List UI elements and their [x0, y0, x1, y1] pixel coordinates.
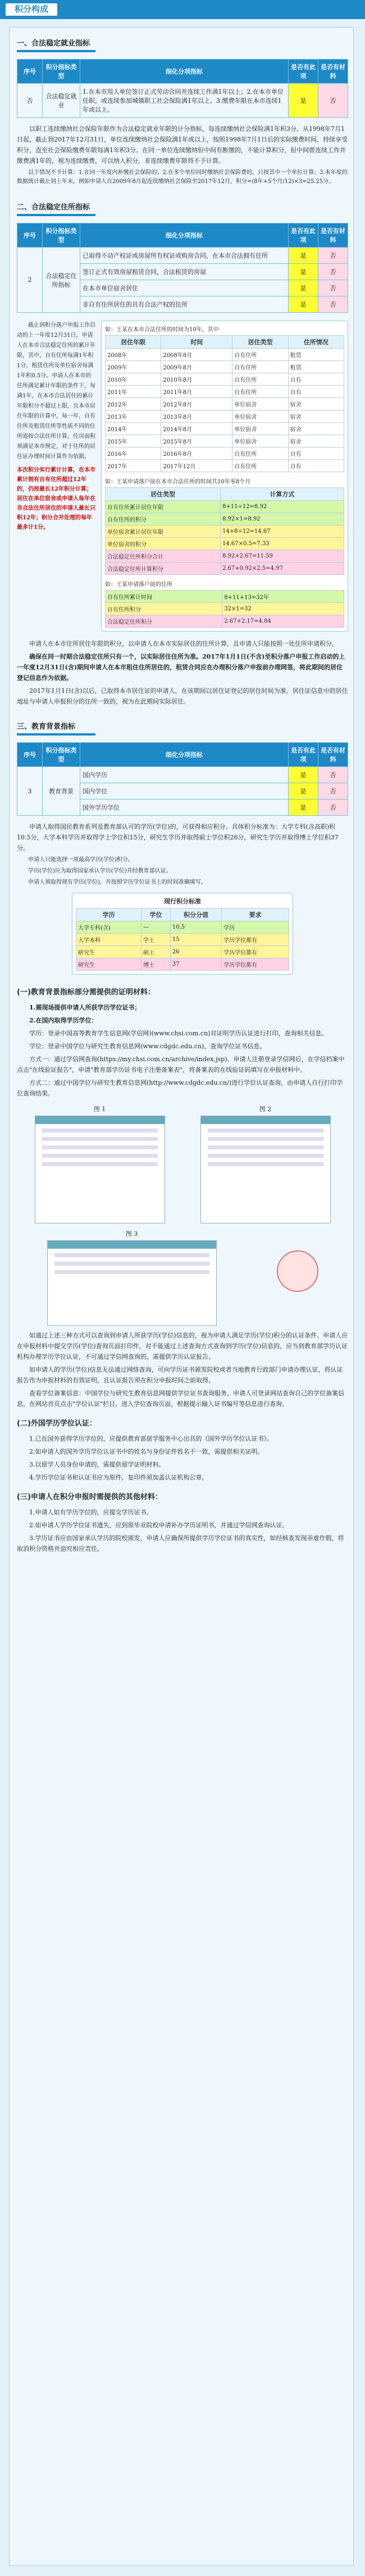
figure-3: [47, 1228, 217, 1326]
calc-r1c0: 2009年: [106, 361, 161, 373]
edu-r0c2: 10.5: [170, 921, 221, 934]
figure-2-screenshot: [200, 1116, 331, 1223]
s3-item-1-yes[interactable]: 是: [289, 783, 318, 800]
s2-item-3-no[interactable]: 否: [318, 296, 348, 313]
s4-item-4: 方式一：通过学信网查询(https://my.chsi.com.cn/archive/index.jsp)。申请人注册登录学信网后，在学信档案中点击"在线验证报告"，申请"教育部学历证书电子注册备案表"，将备案表的在线验证码填写在申报材料中。: [17, 1056, 345, 1074]
sum-r3c0: 单位宿舍的积分: [106, 538, 221, 550]
s1-h0: 序号: [17, 60, 43, 84]
figure-2-caption: 图 2: [259, 1106, 272, 1113]
calc-r8c3: 自有: [288, 447, 344, 460]
figure-2-line-2: [208, 1137, 323, 1141]
edu-r2c1: 硕士: [141, 946, 170, 958]
s2-h3: 是否有此项: [289, 223, 318, 248]
s3-edu-table: [76, 908, 289, 971]
figure-1-caption: 图 1: [93, 1106, 106, 1113]
s1-note: 以下情况不予计算：1.在同一年度内补缴社会保险的；2.在多个单位同时缴纳社会保险费的，只按其中一个单位计算；3.本年度的数据统计截止到上年末。例如申请人自2009年8月起连续缴纳社会保险至2017年12月，积分=(8年+5个月/12)×3=25.25分。: [17, 170, 348, 185]
s2-item-1: 签订正式有效房屋租赁合同，合法租赁的房屋: [80, 264, 289, 280]
calc-r4c1: 2012年8月: [161, 398, 232, 410]
calc-r7c1: 2015年8月: [161, 435, 232, 447]
calc-r9c3: 自有: [288, 460, 344, 472]
s3-h4: 是否有材料: [318, 743, 348, 767]
s3-table: [17, 742, 348, 816]
s2-text3: 确保在同一时期合法稳定住所只有一个，以实际居住住所为准。2017年1月1日(不含)至积分落户申报工作启动的上一年度12月31日(含)期间申请人在本市租住住所居住的，租赁合同应在办理积分落户申报前办理网签，将此期间的居住登记信息作为依据。: [17, 653, 345, 682]
edu-h2: 积分分值: [170, 908, 221, 921]
s4-item-2: 学历：登录中国高等教育学生信息网(学信网)(www.chsi.com.cn)对证明学历认证进行打印，查询相关信息。: [29, 1030, 328, 1037]
s3-note-1: 学历(学位)应为取得国家承认学历(学位)并经教育部认证。: [28, 868, 172, 874]
s2-example2: 如：王某申请落户前在本市合法住所的时间共10年零8个月: [105, 479, 251, 485]
s2-h2: 细化分项指标: [80, 223, 289, 248]
s2-item-3-yes[interactable]: 是: [289, 296, 318, 313]
content: [17, 31, 348, 1556]
sum2-r1c1: 32×1=32: [222, 603, 344, 615]
calc-r8c2: 自有住所: [232, 447, 288, 460]
calc-r1c2: 自有住所: [232, 361, 288, 373]
s2-item-0-no[interactable]: 否: [318, 248, 348, 264]
calc-r6c3: 宿舍: [288, 423, 344, 435]
sum-r5c1: 2.67+0.92×2.5=4.97: [220, 563, 344, 575]
s3-h3: 是否有此项: [289, 743, 318, 767]
figure-3-titlebar: [48, 1241, 216, 1249]
sum-r1c0: 自有住所的积分: [106, 513, 221, 526]
s2-item-0-yes[interactable]: 是: [289, 248, 318, 264]
s4-final-2: 3.学历证书应由国家承认学历的院校颁发，申请人应确保所提供学历学位证书的真实性，如经核查发现弄虚作假，将取消积分资格并追究相应责任。: [17, 1534, 344, 1552]
s1-heading: 一、合法稳定就业指标: [17, 39, 90, 48]
calc-r6c2: 单位宿舍: [232, 423, 288, 435]
calc-r3c0: 2011年: [106, 386, 161, 398]
calc-r9c0: 2017年: [106, 460, 161, 472]
sum2-r0c0: 自有住所累计时间: [106, 591, 222, 603]
s3-edu-box: [72, 893, 293, 975]
calc-r1c1: 2009年8月: [161, 361, 232, 373]
edu-r2c2: 26: [170, 946, 221, 958]
figure-3-line-2: [54, 1262, 209, 1266]
s3-text1: 申请人取得国民教育系列及教育部认可的学历(学位)的，可获得相应积分。具体积分标准为：大学专科(含高职)积10.5分，大学本科学历并取得学士学位积15分，研究生学历并取得硕士学位积26分，研究生学历并取得博士学位积37分。: [17, 823, 339, 852]
s4-final-1: 2.如申请人学历学位证书遗失，应到原毕业院校申请补办学历证明书，并通过学信网查询认证。: [29, 1522, 289, 1529]
s2-h4: 是否有材料: [318, 223, 348, 248]
s3-item-0-no[interactable]: 否: [318, 767, 348, 783]
edu-r0c0: 大学专科(含): [76, 921, 142, 934]
edu-r2c3: 学历学位都有: [222, 946, 289, 958]
s2-calc-table: [105, 335, 344, 472]
s2-left-text: 截止到积分落户申报工作启动的上一年度12月31日，申请人在本市合法稳定住所的累计年限，其中，自有住所每满1年积1分，租赁住所及单位宿舍每满1年积0.5分。申请人在本市的住所满足累计年限的条件下，每满1年，在本市合法居住的累计年限积分不超过上限，且本市居住年限的计算中，每一年，自有住所及租赁住所等性质不同的住所需按合法住所计算，住房面积须满足本市规定，对于住所的居住证办理时间计算作为依据。: [17, 322, 95, 460]
calc-r4c0: 2012年: [106, 398, 161, 410]
s1-h4: 是否有材料: [318, 60, 348, 84]
s2-calc-h3: 住所情况: [288, 336, 344, 349]
figure-2-line-5: [208, 1162, 323, 1166]
s2-bar: [17, 214, 95, 216]
header-banner: [0, 0, 365, 19]
s4-item-3: 学位：登录中国学位与研究生教育信息网(www.cdgdc.edu.cn)，查询学位证书信息。: [29, 1043, 266, 1050]
calc-r5c2: 单位宿舍: [232, 410, 288, 423]
figure-3-caption: 图 3: [125, 1230, 138, 1237]
s2-calc-box: [101, 321, 348, 632]
calc-r5c1: 2013年8月: [161, 410, 232, 423]
edu-r0c1: —: [141, 921, 170, 934]
sum-h0: 居住类型: [106, 488, 221, 501]
s1-detail: 1.在本市用人单位签订正式劳动合同并连续工作满1年以上；2.在本市单位任职，或连续参加城镇职工社会保险满1年以上。3.缴费年限在本市连续1年或以上。: [80, 84, 289, 118]
s4-item-0: 1.需现场提供申请人所获学历学位证书；: [29, 1004, 141, 1011]
s2-highlight: 本次积分实行累计计算，在本市累计拥有自有住所超过12年的，仍按最长12年积分计算；居住在单位宿舍或申请人每年在非合法住所居住的申请人最长只积12年；积分合并处理的每年最多计1分。: [17, 467, 95, 531]
s3-h1: 积分指标类型: [43, 743, 80, 767]
figure-1-line-1: [42, 1129, 158, 1132]
sum-r2c1: 14+8÷12=14.67: [220, 526, 344, 538]
figure-2: [200, 1103, 331, 1223]
calc-r0c3: 租赁: [288, 349, 344, 361]
s2-item-1-no[interactable]: 否: [318, 264, 348, 280]
s2-item-2-yes[interactable]: 是: [289, 280, 318, 296]
edu-r3c0: 研究生: [76, 958, 142, 971]
s3-heading: 三、教育背景指标: [17, 723, 76, 731]
sum-r2c0: 单位宿舍累计居住年限: [106, 526, 221, 538]
edu-r1c0: 大学本科: [76, 934, 142, 946]
s2-item-0: 已取得不动产权证或房屋所有权证或购房合同，在本市合法拥有住所: [80, 248, 289, 264]
figure-1-titlebar: [35, 1116, 165, 1124]
s1-bar: [17, 50, 95, 52]
s2-calc-h2: 居住类型: [232, 336, 288, 349]
sum-h1: 计算方式: [220, 488, 344, 501]
s2-type: 合法稳定住所指标: [43, 248, 80, 313]
s2-table: [17, 223, 348, 313]
s2-example-title: 如：王某在本市合法住所的时间为10年，其中: [105, 327, 219, 333]
s3-edu-title: 现行积分标准: [164, 898, 201, 905]
calc-r8c0: 2016年: [106, 447, 161, 460]
sum-r0c0: 自有住所累计居住年限: [106, 501, 221, 513]
s2-h0: 序号: [17, 223, 43, 248]
s1-no-option[interactable]: 否: [318, 84, 348, 118]
s2-item-2-no[interactable]: 否: [318, 280, 348, 296]
figure-2-line-1: [208, 1129, 323, 1132]
s4-final-heading: (三)申请人在积分申报时需提供的其他材料：: [17, 1493, 162, 1501]
calc-r2c2: 自有住所: [232, 373, 288, 386]
s2-example3: 如：王某申请落户前的住所: [105, 582, 172, 588]
s1-yes[interactable]: 是: [289, 84, 318, 118]
calc-r9c2: 自有住所: [232, 460, 288, 472]
edu-r3c1: 博士: [141, 958, 170, 971]
sum-r4c1: 8.92+2.67=11.59: [220, 550, 344, 563]
s3-item-2-no[interactable]: 否: [318, 800, 348, 816]
calc-r4c3: 宿舍: [288, 398, 344, 410]
edu-r3c3: 学历学位都有: [222, 958, 289, 971]
sum2-r2c0: 合法稳定住所积分: [106, 615, 222, 628]
calc-r5c0: 2013年: [106, 410, 161, 423]
edu-r1c3: 学历学位都有: [222, 934, 289, 946]
banner-title: 积分构成: [6, 3, 57, 16]
s2-text4: 2017年1月1日(含)以后，已取得本市居住证的申请人，在该期间以居住证登记的居住时间为准。居住证信息中的居住地址与申请人申报积分的住所一致的，视为在此期间实际居住。: [17, 687, 348, 705]
calc-r9c1: 2017年12月: [161, 460, 232, 472]
s2-item-1-yes[interactable]: 是: [289, 264, 318, 280]
s1-h3: 是否有此项: [289, 60, 318, 84]
s3-bar: [17, 733, 95, 736]
figure-1-line-4: [42, 1154, 158, 1158]
calc-r2c1: 2010年8月: [161, 373, 232, 386]
s4-proof-title: (二)外国学历学位认证：: [17, 1419, 97, 1428]
s3-item-2: 国外学历学位: [80, 800, 289, 816]
calc-r3c3: 自有: [288, 386, 344, 398]
s2-sum-table: [105, 487, 344, 575]
s4-text2: 如申请人的学历(学位)信息无法通过网络查询，可向学历证书颁发院校或者当地教育行政部门申请办理认证，将认证报告作为申报材料的有效证明，且认证报告须在积分申报时间之前取得。: [17, 1366, 343, 1384]
s2-left: [17, 321, 95, 632]
s3-h0: 序号: [17, 743, 43, 767]
figure-1-screenshot: [35, 1116, 165, 1223]
s2-item-2: 在本市单位宿舍居住: [80, 280, 289, 296]
edu-r3c2: 37: [170, 958, 221, 971]
s1-table: [17, 59, 348, 118]
s4-proof-2: 3.以留学人员身份申请的，需提供留学证明材料。: [29, 1461, 165, 1468]
calc-r0c2: 自有住所: [232, 349, 288, 361]
calc-r2c0: 2010年: [106, 373, 161, 386]
calc-r2c3: 自有: [288, 373, 344, 386]
figure-1-line-2: [42, 1137, 158, 1141]
s3-note-0: 申请人只能选择一项最高学历(学位)积分。: [28, 857, 134, 863]
sum-r4c0: 合法稳定住所积分合计: [106, 550, 221, 563]
calc-r7c0: 2015年: [106, 435, 161, 447]
s4-figures-row2: [17, 1228, 348, 1326]
sum-r1c1: 8.92×1=8.92: [220, 513, 344, 526]
s4-heading: (一)教育背景指标部分需提供的证明材料：: [17, 988, 155, 997]
figure-2-titlebar: [201, 1116, 330, 1124]
s2-item-3: 非自有住所居住的具有合法产权的住所: [80, 296, 289, 313]
s1-text1: 以职工连续缴纳社会保险年限作为合法稳定就业年限的计分指标，每连续缴纳社会保险满1年积3分。从1998年7月1日起，截止到2017年12月31日，单位连续缴纳社会保险满1年或以上，按照1998年7月1日后的实际缴费时间，持续享受积分，直至社会保险缴费年限每满1年积3分。在同一单位连续缴纳但中间有断缴的，不能计算积分，但中间曾连续工作并缴费满1年的，视为连续缴费，可以纳入积分，非连续缴费年限将不予计算。: [17, 125, 348, 165]
sum2-r1c0: 自有住所积分: [106, 603, 222, 615]
figure-2-line-3: [208, 1145, 323, 1149]
calc-r5c3: 宿舍: [288, 410, 344, 423]
s4-proof-3: 4.学历学位证书和认证书应为原件，复印件须加盖认证机构公章。: [29, 1474, 208, 1481]
s4-item-1: 2.在国内取得学历学位：: [29, 1017, 98, 1024]
edu-r0c3: 学历: [222, 921, 289, 934]
s2-heading: 二、合法稳定住所指标: [17, 203, 90, 212]
sum-r5c0: 合法稳定住所计算积分: [106, 563, 221, 575]
s3-note-2: 申请人须取得现有学历(学位)，并按照学历学位证书上的时间准确填写。: [28, 879, 207, 885]
s2-h1: 积分指标类型: [43, 223, 80, 248]
calc-r4c2: 单位宿舍: [232, 398, 288, 410]
calc-r0c1: 2008年8月: [161, 349, 232, 361]
sum-r0c1: 8+11÷12=8.92: [220, 501, 344, 513]
figure-1: [35, 1103, 165, 1223]
s3-item-1: 国内学位: [80, 783, 289, 800]
s2-text2: 申请人在本市住所居住年限的积分，以申请人在本市实际居住的住所计算，且申请人只能按照一处住所申请积分。: [29, 640, 338, 647]
edu-r1c2: 15: [170, 934, 221, 946]
s1-type: 合法稳定就业: [43, 84, 80, 118]
s2-calc-h1: 时间: [161, 336, 232, 349]
figure-3-line-1: [54, 1253, 209, 1257]
figure-3-screenshot: [47, 1240, 217, 1326]
s1-h2: 细化分项指标: [80, 60, 289, 84]
s4-text3: 查看学位备案信息：中国学位与研究生教育信息网提供学位证书查询服务，申请人可登录网站查询自己的学位备案信息，在网站首页点击"学位认证"栏目，进入学位查询页面，根据提示输入证书编号等信息进行查询。: [17, 1390, 344, 1408]
sum-r3c1: 14.67×0.5=7.33: [220, 538, 344, 550]
figure-1-line-3: [42, 1145, 158, 1149]
calc-r7c3: 宿舍: [288, 435, 344, 447]
edu-h3: 要求: [222, 908, 289, 921]
edu-r1c1: 学士: [141, 934, 170, 946]
s4-text1: 如通过上述三种方式可以查询到申请人所获学历(学位)信息的，视为申请人满足学历(学位)积分的认证条件。申请人应在申报材料中提交学历(学位)查询页面打印件，对不能通过上述查询方式查询到学历(学位)信息的，应当到教育部学历认证机构办理学历学位认证，不可通过学信网查询的，需提供学历认证报告。: [17, 1332, 348, 1360]
s3-type: 教育背景: [43, 767, 80, 816]
calc-r3c2: 自有住所: [232, 386, 288, 398]
s3-h2: 细化分项指标: [80, 743, 289, 767]
calc-r8c1: 2016年8月: [161, 447, 232, 460]
edu-h1: 学位: [141, 908, 170, 921]
s2-sum2-table: [105, 590, 344, 628]
s2-body: [17, 321, 348, 632]
figure-3-line-3: [54, 1270, 209, 1274]
s3-item-2-yes[interactable]: 是: [289, 800, 318, 816]
s3-no: 3: [17, 767, 43, 816]
s4-final-0: 1.申请人如有学历学位的，应提交学历证书。: [29, 1509, 153, 1516]
s2-calc-h0: 居住年限: [106, 336, 161, 349]
calc-r7c2: 单位宿舍: [232, 435, 288, 447]
edu-r2c0: 研究生: [76, 946, 142, 958]
s3-item-1-no[interactable]: 否: [318, 783, 348, 800]
s1-h1: 积分指标类型: [43, 60, 80, 84]
s2-no: 2: [17, 248, 43, 313]
s3-item-0: 国内学历: [80, 767, 289, 783]
s1-no: 否: [17, 84, 43, 118]
calc-r3c1: 2011年8月: [161, 386, 232, 398]
calc-r6c0: 2014年: [106, 423, 161, 435]
figure-1-line-5: [42, 1162, 158, 1166]
calc-r1c3: 租赁: [288, 361, 344, 373]
figure-2-line-4: [208, 1154, 323, 1158]
s2-right: [101, 321, 348, 632]
sum2-r0c1: 8+11+13=32年: [222, 591, 344, 603]
s3-item-0-yes[interactable]: 是: [289, 767, 318, 783]
calc-r6c1: 2014年8月: [161, 423, 232, 435]
s4-proof-0: 1.已在国外获得学历学位的，应提供教育部留学服务中心出具的《国外学历学位认证书》。: [29, 1435, 273, 1442]
s4-item-5: 方式二：通过中国学位与研究生教育信息网(http://www.cdgdc.edu.cn/)进行学位认证查询，由申请人自行打印学位查询结果。: [17, 1079, 343, 1097]
cartoon-avatar-icon: [277, 1250, 318, 1292]
calc-r0c0: 2008年: [106, 349, 161, 361]
s4-proof-1: 2.如申请人的国外学历学位认证书中的姓名与身份证件姓名不一致，需提供相关证明。: [29, 1448, 264, 1455]
edu-h0: 学历: [76, 908, 142, 921]
sum2-r2c1: 2.67+2.17=4.84: [222, 615, 344, 628]
s4-figures-row1: [17, 1103, 348, 1223]
